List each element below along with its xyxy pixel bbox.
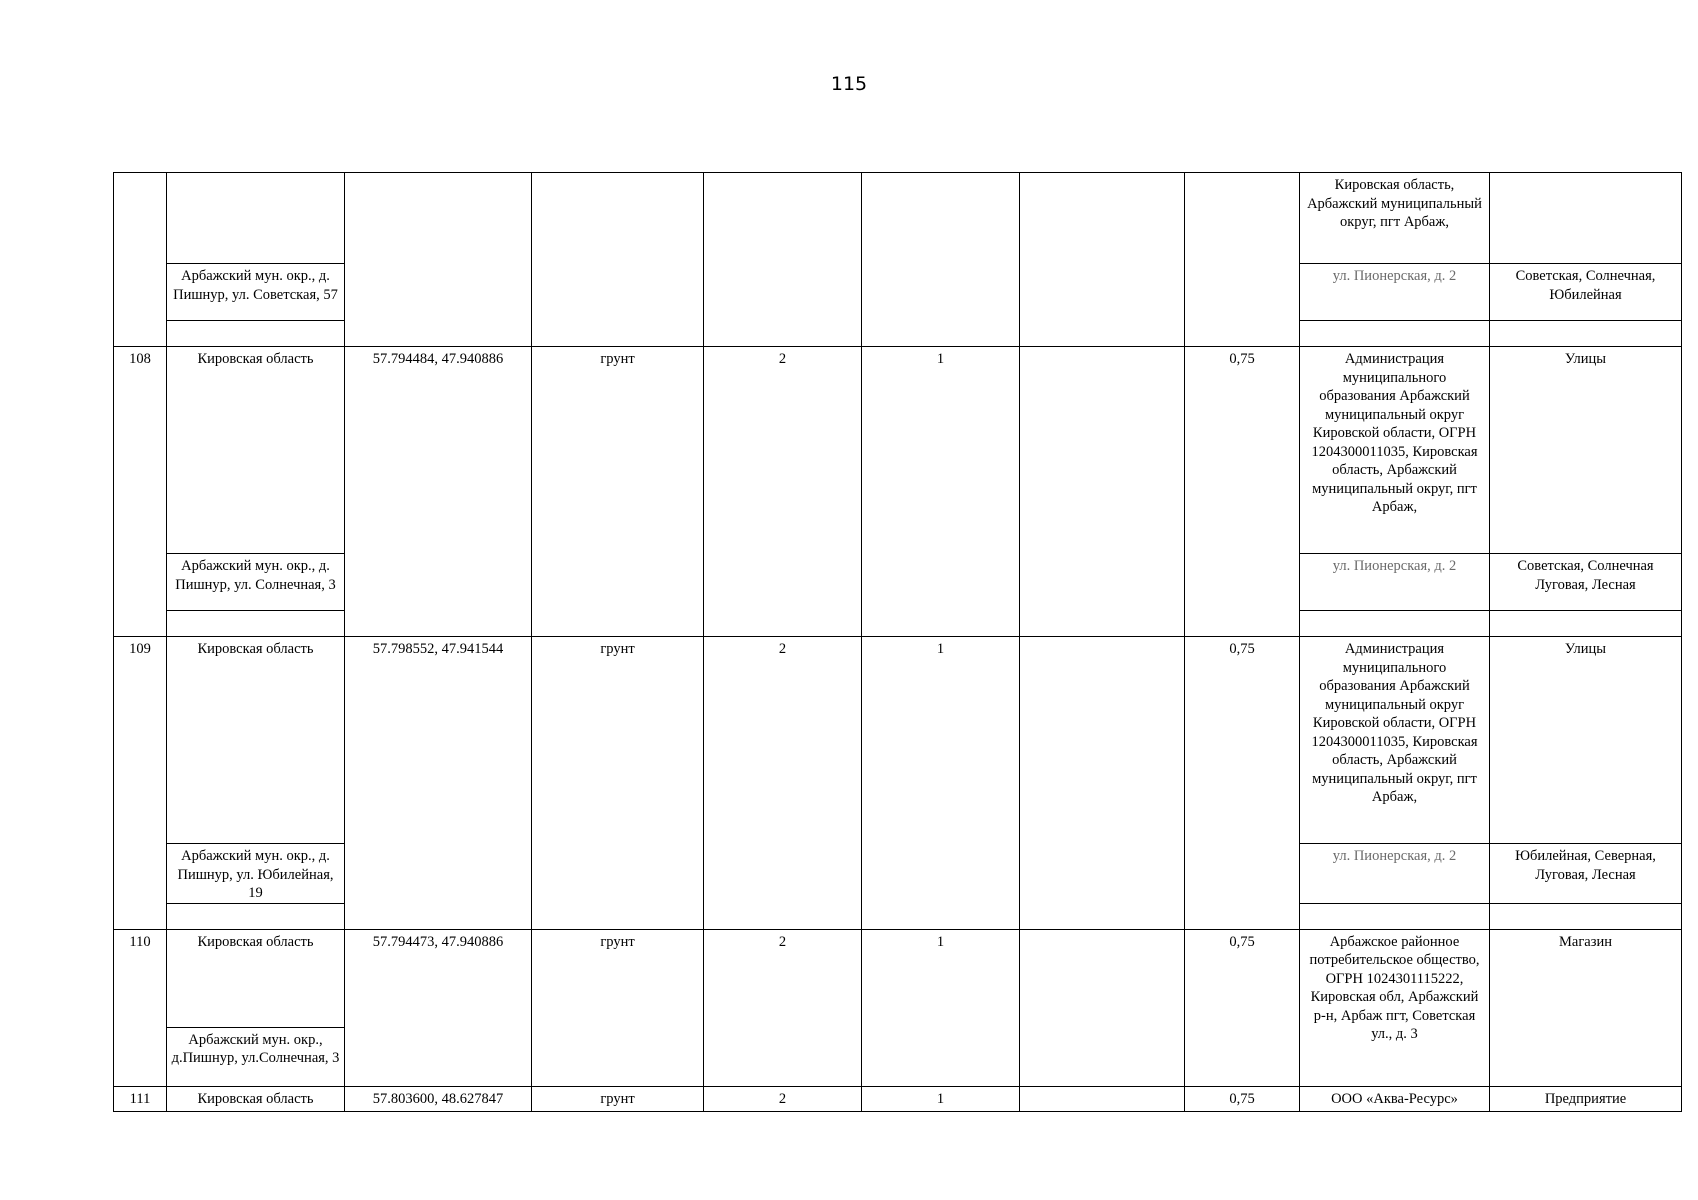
source-cell: Улицы bbox=[1490, 637, 1682, 844]
sub-address-cell: Арбажский мун. окр., д. Пишнур, ул. Юбилейная, 19 bbox=[167, 844, 345, 904]
row-number-cell: 111 bbox=[114, 1086, 167, 1111]
coords-cell: 57.794473, 47.940886 bbox=[345, 929, 532, 1086]
row-number-cell bbox=[114, 173, 167, 347]
surface-cell: грунт bbox=[532, 637, 704, 930]
source-detail-cell: Юбилейная, Северная, Луговая, Лесная bbox=[1490, 844, 1682, 904]
count-a-cell: 2 bbox=[704, 929, 862, 1086]
count-b-cell: 1 bbox=[862, 929, 1020, 1086]
source-cell: Улицы bbox=[1490, 347, 1682, 554]
sub-address-cell: Арбажский мун. окр., д.Пишнур, ул.Солнечная, 3 bbox=[167, 1027, 345, 1086]
empty-cell bbox=[1020, 929, 1185, 1086]
coords-cell: 57.798552, 47.941544 bbox=[345, 637, 532, 930]
volume-cell: 0,75 bbox=[1185, 929, 1300, 1086]
table-row bbox=[114, 929, 1682, 1027]
volume-cell bbox=[1185, 173, 1300, 347]
count-a-cell: 2 bbox=[704, 637, 862, 930]
empty-cell bbox=[1020, 347, 1185, 637]
empty-cell bbox=[1020, 637, 1185, 930]
owner-address-cell: ул. Пионерская, д. 2 bbox=[1300, 264, 1490, 321]
owner-cell: Администрация муниципального образования Арбажский муниципальный округ Кировской области, ОГРН 1204300011035, Кировская область, Арбажский муниципальный округ, пгт Арбаж, bbox=[1300, 347, 1490, 554]
owner-cell: ООО «Аква-Ресурс» bbox=[1300, 1086, 1490, 1111]
region-cell bbox=[167, 173, 345, 264]
empty-cell bbox=[1020, 173, 1185, 347]
count-a-cell: 2 bbox=[704, 1086, 862, 1111]
count-b-cell: 1 bbox=[862, 347, 1020, 637]
row-number-cell: 108 bbox=[114, 347, 167, 637]
owner-address-cell: ул. Пионерская, д. 2 bbox=[1300, 554, 1490, 611]
count-a-cell: 2 bbox=[704, 347, 862, 637]
source-cell: Магазин bbox=[1490, 929, 1682, 1086]
count-b-cell: 1 bbox=[862, 637, 1020, 930]
owner-cell: Администрация муниципального образования Арбажский муниципальный округ Кировской области, ОГРН 1204300011035, Кировская область, Арбажский муниципальный округ, пгт Арбаж, bbox=[1300, 637, 1490, 844]
row-number-cell: 109 bbox=[114, 637, 167, 930]
count-b-cell bbox=[862, 173, 1020, 347]
volume-cell: 0,75 bbox=[1185, 1086, 1300, 1111]
region-cell: Кировская область bbox=[167, 637, 345, 844]
region-cell: Кировская область bbox=[167, 347, 345, 554]
empty-cell bbox=[1020, 1086, 1185, 1111]
table-row bbox=[114, 1086, 1682, 1111]
source-detail-cell: Советская, Солнечная, Юбилейная bbox=[1490, 264, 1682, 321]
registry-table bbox=[113, 172, 1682, 1112]
surface-cell: грунт bbox=[532, 929, 704, 1086]
source-cell bbox=[1490, 173, 1682, 264]
sub-address-cell: Арбажский мун. окр., д. Пишнур, ул. Советская, 57 bbox=[167, 264, 345, 321]
surface-cell: грунт bbox=[532, 347, 704, 637]
region-cell: Кировская область bbox=[167, 1086, 345, 1111]
page-number: 115 bbox=[830, 73, 868, 95]
volume-cell: 0,75 bbox=[1185, 347, 1300, 637]
owner-address-cell: ул. Пионерская, д. 2 bbox=[1300, 844, 1490, 904]
owner-cell: Арбажское районное потребительское общество, ОГРН 1024301115222, Кировская обл, Арбажский р-н, Арбаж пгт, Советская ул., д. 3 bbox=[1300, 929, 1490, 1086]
surface-cell: грунт bbox=[532, 1086, 704, 1111]
source-detail-cell: Советская, Солнечная Луговая, Лесная bbox=[1490, 554, 1682, 611]
sub-address-cell: Арбажский мун. окр., д. Пишнур, ул. Солнечная, 3 bbox=[167, 554, 345, 611]
source-cell: Предприятие bbox=[1490, 1086, 1682, 1111]
row-number-cell: 110 bbox=[114, 929, 167, 1086]
region-cell: Кировская область bbox=[167, 929, 345, 1027]
table-row bbox=[114, 637, 1682, 844]
coords-cell: 57.803600, 48.627847 bbox=[345, 1086, 532, 1111]
owner-cell: Кировская область, Арбажский муниципальный округ, пгт Арбаж, bbox=[1300, 173, 1490, 264]
coords-cell bbox=[345, 173, 532, 347]
table-row bbox=[114, 347, 1682, 554]
count-a-cell bbox=[704, 173, 862, 347]
volume-cell: 0,75 bbox=[1185, 637, 1300, 930]
coords-cell: 57.794484, 47.940886 bbox=[345, 347, 532, 637]
count-b-cell: 1 bbox=[862, 1086, 1020, 1111]
surface-cell bbox=[532, 173, 704, 347]
table-row bbox=[114, 173, 1682, 264]
